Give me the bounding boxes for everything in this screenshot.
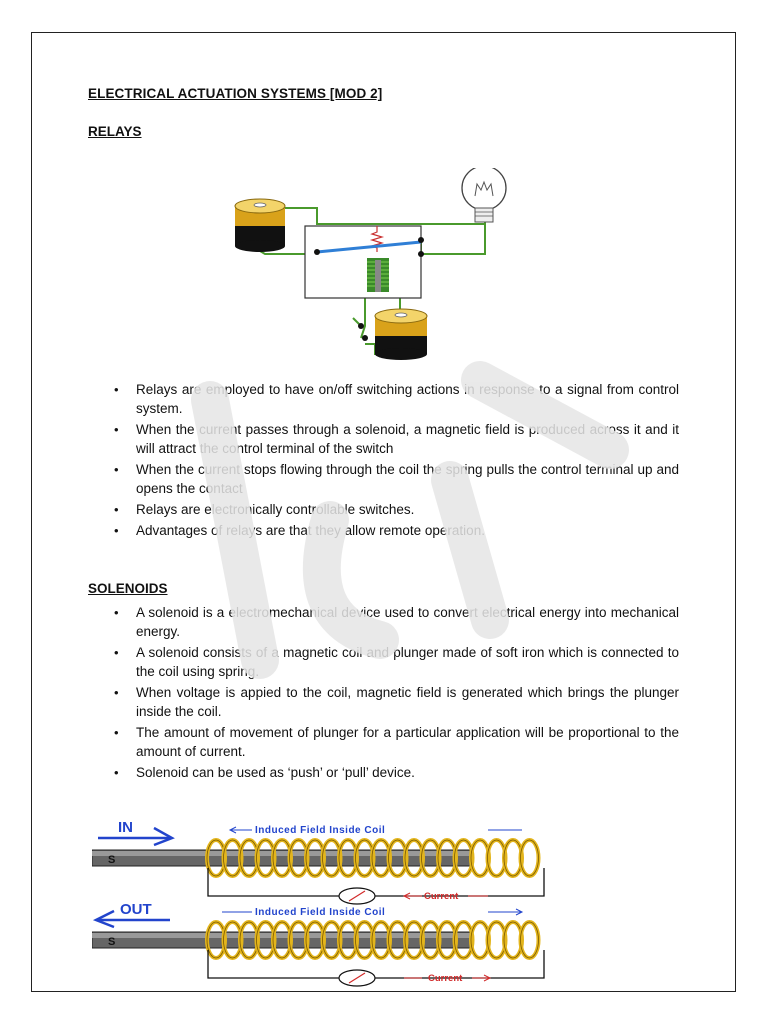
solenoid-out-panel [92, 901, 544, 986]
battery-bottom-icon [375, 309, 427, 360]
battery-top-icon [235, 199, 285, 252]
list-item: • The amount of movement of plunger for a particular application will be proportional to the amount of current. [114, 723, 679, 761]
relay-diagram [225, 168, 525, 368]
list-item: • When the current stops flowing through the coil the spring pulls the control terminal up and opens the contact [114, 460, 679, 498]
list-item: • Advantages of relays are that they allow remote operation. [114, 521, 679, 540]
relay-housing [305, 226, 421, 298]
list-item: • Relays are employed to have on/off switching actions in response to a signal from control system. [114, 380, 679, 418]
list-item: • When voltage is appied to the coil, magnetic field is generated which brings the plunger inside the coil. [114, 683, 679, 721]
in-label: IN [118, 819, 133, 836]
document-title: ELECTRICAL ACTUATION SYSTEMS [MOD 2] [88, 86, 383, 101]
plunger-letter: S [108, 854, 116, 866]
list-item: • A solenoid consists of a magnetic coil and plunger made of soft iron which is connected to the coil using spring. [114, 643, 679, 681]
current-label: Current [424, 891, 459, 902]
list-item: • A solenoid is a electromechanical device used to convert electrical energy into mechanical energy. [114, 603, 679, 641]
list-item: • Relays are electronically controllable switches. [114, 500, 679, 519]
current-label: Current [428, 973, 463, 984]
induced-field-label: Induced Field Inside Coil [255, 907, 386, 918]
out-label: OUT [120, 901, 152, 918]
list-item: • Solenoid can be used as ‘push’ or ‘pull’ device. [114, 763, 679, 782]
plunger-letter: S [108, 936, 116, 948]
coil-icon [207, 922, 539, 958]
solenoids-bullet-list [114, 603, 679, 784]
solenoid-in-panel [92, 819, 544, 904]
list-item: • When the current passes through a solenoid, a magnetic field is produced across it and it will attract the control terminal of the switch [114, 420, 679, 458]
lightbulb-icon [462, 168, 506, 222]
solenoids-heading: SOLENOIDS [88, 581, 168, 596]
coil-icon [207, 840, 539, 876]
solenoid-diagram [92, 818, 562, 988]
relays-heading: RELAYS [88, 124, 142, 139]
relays-bullet-list [114, 380, 679, 542]
induced-field-label: Induced Field Inside Coil [255, 825, 386, 836]
